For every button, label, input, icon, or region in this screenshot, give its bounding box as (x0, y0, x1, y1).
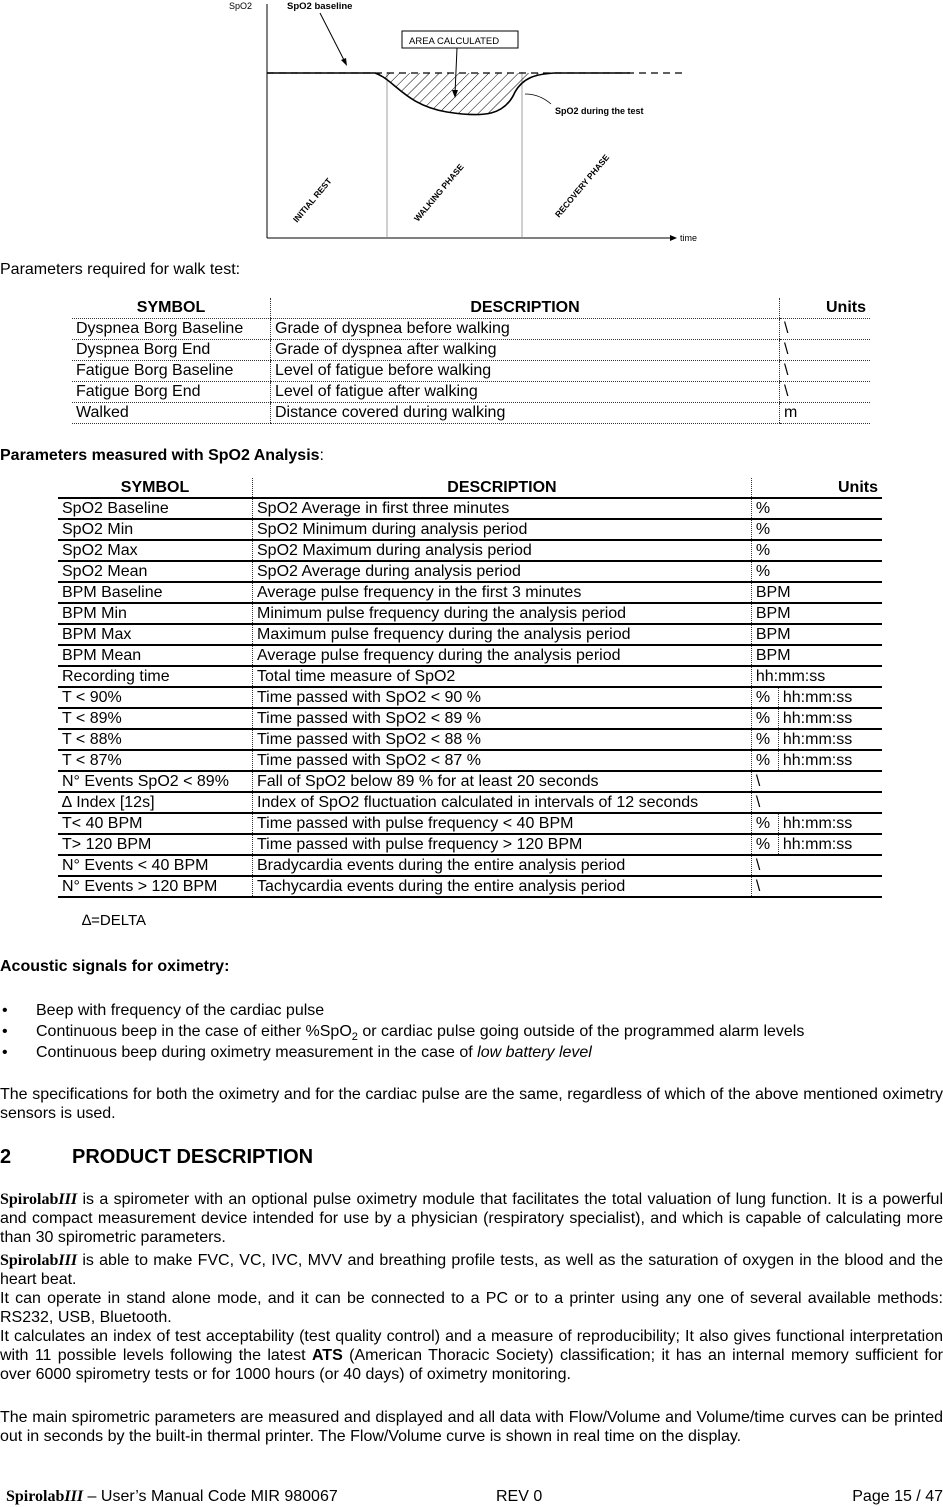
description-cell: SpO2 Average during analysis period (253, 561, 752, 582)
units-cell: % (751, 561, 882, 582)
description-cell: SpO2 Maximum during analysis period (253, 540, 752, 561)
symbol-cell: Dyspnea Borg End (72, 340, 271, 361)
description-cell: Grade of dyspnea after walking (271, 340, 780, 361)
symbol-cell: BPM Baseline (58, 582, 253, 603)
description-cell: Time passed with SpO2 < 88 % (253, 729, 752, 750)
acoustic-list (0, 1000, 804, 1063)
description-cell: Average pulse frequency during the analysis period (253, 645, 752, 666)
page-footer (6, 1488, 943, 1507)
table-row (58, 624, 882, 645)
phase-label-walking: WALKING PHASE (411, 161, 466, 224)
phase-label-recovery: RECOVERY PHASE (552, 152, 612, 220)
table-row (58, 498, 882, 519)
col-header-symbol: SYMBOL (58, 478, 253, 498)
units-cell: % (751, 687, 778, 708)
symbol-cell: N° Events > 120 BPM (58, 876, 253, 897)
units-cell: \ (780, 382, 871, 403)
area-label: AREA CALCULATED (409, 36, 500, 47)
symbol-cell: ∆ Index [12s] (58, 792, 253, 813)
description-cell: Bradycardia events during the entire analysis period (253, 855, 752, 876)
symbol-cell: Fatigue Borg End (72, 382, 271, 403)
table-row (58, 750, 882, 771)
units-cell-secondary: hh:mm:ss (778, 813, 882, 834)
symbol-cell: T < 87% (58, 750, 253, 771)
spo2-analysis-table (58, 478, 882, 898)
description-cell: Minimum pulse frequency during the analysis period (253, 603, 752, 624)
units-cell: BPM (751, 582, 882, 603)
phase-label-initial: INITIAL REST (290, 176, 334, 225)
units-cell-secondary: hh:mm:ss (778, 687, 882, 708)
table-row (72, 340, 870, 361)
table-row (58, 687, 882, 708)
footer-revision: REV 0 (496, 1488, 543, 1505)
units-cell: hh:mm:ss (751, 666, 882, 687)
units-cell: \ (780, 361, 871, 382)
units-cell-secondary: hh:mm:ss (778, 750, 882, 771)
table-row (58, 876, 882, 897)
table-row (58, 603, 882, 624)
units-cell: % (751, 813, 778, 834)
table-row (58, 666, 882, 687)
symbol-cell: Fatigue Borg Baseline (72, 361, 271, 382)
units-cell: % (751, 708, 778, 729)
table-row (58, 771, 882, 792)
description-cell: Time passed with SpO2 < 87 % (253, 750, 752, 771)
y-axis-label: SpO2 (229, 1, 253, 11)
description-cell: Maximum pulse frequency during the analysis period (253, 624, 752, 645)
symbol-cell: N° Events SpO2 < 89% (58, 771, 253, 792)
symbol-cell: T < 88% (58, 729, 253, 750)
table-row (58, 792, 882, 813)
description-cell: SpO2 Minimum during analysis period (253, 519, 752, 540)
table-row (58, 855, 882, 876)
description-cell: Level of fatigue after walking (271, 382, 780, 403)
table-row (58, 708, 882, 729)
spec-paragraph: The specifications for both the oximetry and for the cardiac pulse are the same, regardless of which of the above mentioned oximetry sensors is used. (0, 1086, 943, 1122)
symbol-cell: BPM Mean (58, 645, 253, 666)
units-cell: \ (780, 340, 871, 361)
table-row (72, 403, 870, 424)
symbol-cell: T> 120 BPM (58, 834, 253, 855)
list-item: • Continuous beep during oximetry measurement in the case of low battery level (0, 1042, 804, 1063)
col-header-units: Units (780, 298, 871, 319)
symbol-cell: N° Events < 40 BPM (58, 855, 253, 876)
units-cell: % (751, 498, 882, 519)
symbol-cell: BPM Max (58, 624, 253, 645)
table-row (58, 729, 882, 750)
description-cell: SpO2 Average in first three minutes (253, 498, 752, 519)
symbol-cell: Walked (72, 403, 271, 424)
section-number: 2 (0, 1146, 12, 1168)
units-cell: \ (780, 319, 871, 340)
symbol-cell: SpO2 Mean (58, 561, 253, 582)
description-cell: Time passed with SpO2 < 89 % (253, 708, 752, 729)
units-cell: BPM (751, 603, 882, 624)
desc-paragraph-3: It can operate in stand alone mode, and it can be connected to a PC or to a printer using any one of several available methods: RS232, USB, Bluetooth. (0, 1290, 943, 1326)
symbol-cell: T< 40 BPM (58, 813, 253, 834)
spo2-area-diagram (225, 0, 715, 248)
baseline-label: SpO2 baseline (287, 1, 353, 12)
table-row (72, 361, 870, 382)
col-header-description: DESCRIPTION (253, 478, 752, 498)
x-axis-label: time (680, 233, 698, 243)
table-row (72, 319, 870, 340)
symbol-cell: Dyspnea Borg Baseline (72, 319, 271, 340)
footer-page-number: Page 15 / 47 (852, 1488, 943, 1505)
list-item: • Beep with frequency of the cardiac pulse (0, 1000, 804, 1021)
description-cell: Time passed with pulse frequency > 120 BPM (253, 834, 752, 855)
section-heading (0, 1146, 314, 1169)
desc-paragraph-1: SpirolabIII is a spirometer with an optional pulse oximetry module that facilitates the total valuation of lung function. It is a powerful and compact measurement device intended for use by a physician (respiratory specialist), and which is capable of calculating more than 30 spirometric parameters. (0, 1191, 943, 1246)
description-cell: Fall of SpO2 below 89 % for at least 20 seconds (253, 771, 752, 792)
walk-intro: Parameters required for walk test: (0, 261, 241, 278)
units-cell: m (780, 403, 871, 424)
symbol-cell: BPM Min (58, 603, 253, 624)
symbol-cell: Recording time (58, 666, 253, 687)
table-row (72, 382, 870, 403)
table-row (58, 834, 882, 855)
units-cell: % (751, 750, 778, 771)
table-row (58, 561, 882, 582)
units-cell: \ (751, 771, 882, 792)
table-header-row (72, 298, 870, 319)
section-title: PRODUCT DESCRIPTION (72, 1146, 314, 1168)
brand-name: SpirolabIII (0, 1191, 78, 1208)
table-row (58, 813, 882, 834)
delta-note: ∆=DELTA (82, 912, 147, 929)
units-cell: % (751, 834, 778, 855)
description-cell: Tachycardia events during the entire analysis period (253, 876, 752, 897)
desc-paragraph-2: SpirolabIII is able to make FVC, VC, IVC, MVV and breathing profile tests, as well as the saturation of oxygen in the blood and the heart beat. (0, 1252, 943, 1288)
acoustic-heading: Acoustic signals for oximetry: (0, 958, 230, 975)
footer-manual: SpirolabIII – User’s Manual Code MIR 980067 (6, 1488, 338, 1505)
col-header-description: DESCRIPTION (271, 298, 780, 319)
col-header-units: Units (751, 478, 882, 498)
units-cell-secondary: hh:mm:ss (778, 729, 882, 750)
units-cell: % (751, 540, 882, 561)
walk-test-table (72, 298, 870, 424)
desc-paragraph-5: The main spirometric parameters are measured and displayed and all data with Flow/Volume and Volume/time curves can be printed out in seconds by the built-in thermal printer. The Flow/Volume curve is shown in real time on the display. (0, 1409, 943, 1445)
units-cell: \ (751, 855, 882, 876)
table-row (58, 540, 882, 561)
units-cell: BPM (751, 645, 882, 666)
symbol-cell: T < 89% (58, 708, 253, 729)
units-cell-secondary: hh:mm:ss (778, 834, 882, 855)
table-header-row (58, 478, 882, 498)
description-cell: Total time measure of SpO2 (253, 666, 752, 687)
table-row (58, 645, 882, 666)
desc-paragraph-4: It calculates an index of test acceptability (test quality control) and a measure of reproducibility; It also gives functional interpretation with 11 possible levels following the latest ATS (American Thoracic Society) classification; it has an internal memory sufficient for over 6000 spirometry tests or for 1000 hours (or 40 days) of oximetry monitoring. (0, 1328, 943, 1383)
units-cell-secondary: hh:mm:ss (778, 708, 882, 729)
col-header-symbol: SYMBOL (72, 298, 271, 319)
table-row (58, 582, 882, 603)
description-cell: Grade of dyspnea before walking (271, 319, 780, 340)
test-curve-label: SpO2 during the test (555, 106, 644, 116)
list-item: • Continuous beep in the case of either %SpO$_2$ or cardiac pulse going outside of the programmed alarm levels (0, 1021, 804, 1042)
description-cell: Distance covered during walking (271, 403, 780, 424)
symbol-cell: SpO2 Baseline (58, 498, 253, 519)
brand-name: SpirolabIII (0, 1252, 78, 1269)
description-cell: Index of SpO2 fluctuation calculated in intervals of 12 seconds (253, 792, 752, 813)
units-cell: % (751, 729, 778, 750)
description-cell: Average pulse frequency in the first 3 minutes (253, 582, 752, 603)
description-cell: Time passed with pulse frequency < 40 BPM (253, 813, 752, 834)
units-cell: \ (751, 792, 882, 813)
symbol-cell: SpO2 Min (58, 519, 253, 540)
description-cell: Time passed with SpO2 < 90 % (253, 687, 752, 708)
spo2-intro: Parameters measured with SpO2 Analysis: (0, 447, 324, 464)
description-cell: Level of fatigue before walking (271, 361, 780, 382)
table-row (58, 519, 882, 540)
units-cell: \ (751, 876, 882, 897)
symbol-cell: SpO2 Max (58, 540, 253, 561)
x-axis-arrow (670, 235, 677, 241)
units-cell: BPM (751, 624, 882, 645)
symbol-cell: T < 90% (58, 687, 253, 708)
units-cell: % (751, 519, 882, 540)
